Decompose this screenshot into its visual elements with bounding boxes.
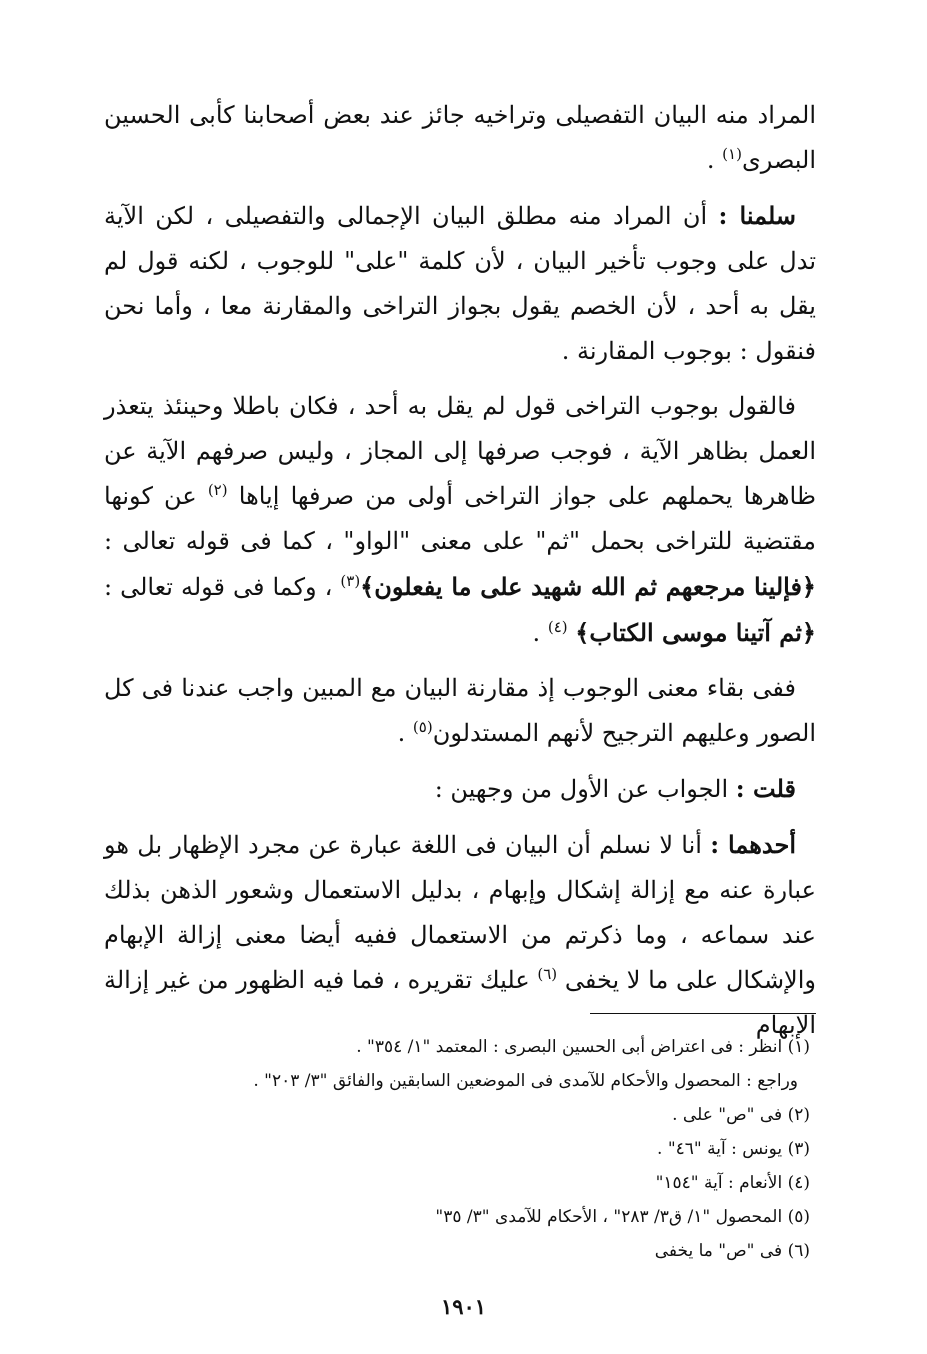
footnote-ref: (١) — [722, 145, 742, 163]
paragraph-text: ، وكما فى قوله تعالى : — [104, 573, 333, 601]
footnote-5: (٥) المحصول "١/ ق٣/ ٢٨٣" ، الأحكام للآمدى "٣/ ٣٥" — [435, 1207, 810, 1227]
footnote-3: (٣) يونس : آية "٤٦" . — [657, 1139, 810, 1159]
lead-word: سلمنا : — [718, 201, 796, 230]
paragraph-text: ففى بقاء معنى الوجوب إذ مقارنة البيان مع المبين واجب عندنا فى كل الصور وعليهم الترجيح لأنهم المستدلون — [104, 674, 816, 747]
footnote-2: (٢) فى "ص" على . — [672, 1105, 810, 1125]
lead-word: أحدهما : — [710, 830, 797, 859]
paragraph-tail: . — [532, 619, 541, 647]
footnotes — [120, 1030, 810, 1268]
footnote-1: (١) انظر : فى اعتراض أبى الحسين البصرى : المعتمد "١/ ٣٥٤" . — [356, 1037, 810, 1057]
paragraph-6 — [104, 822, 816, 1048]
paragraph-5 — [104, 766, 816, 812]
paragraph-4 — [104, 666, 816, 756]
footnote-ref: (٤) — [547, 618, 568, 636]
quran-verse: ﴿ثم آتينا موسى الكتاب﴾ — [575, 618, 816, 647]
paragraph-tail: . — [706, 146, 715, 174]
paragraph-text: فالقول بوجوب التراخى قول لم يقل به أحد ، فكان باطلا وحينئذ يتعذر العمل بظاهر الآية ، فوجب صرفها إلى المجاز ، وليس صرفهم الآية عن ظاهرها يحملهم على جواز التراخى أولى من صرفها إياها — [104, 392, 816, 510]
paragraph-tail: . — [397, 719, 406, 747]
footnote-ref: (٢) — [207, 481, 228, 499]
paragraph-3 — [104, 384, 816, 656]
paragraph-text: عليك تقريره ، فما فيه الظهور من غير إزالة الإبهام — [104, 966, 816, 1039]
main-text — [104, 93, 816, 1058]
paragraph-1 — [104, 93, 816, 183]
paragraph-text: أن المراد منه مطلق البيان الإجمالى والتفصيلى ، لكن الآية تدل على وجوب تأخير البيان ، لأن كلمة "على" للوجوب ، لكنه قول لم يقل به أحد ، لأن الخصم يقول بجواز التراخى والمقارنة معا ، وأما نحن فنقول : بوجوب المقارنة . — [104, 202, 816, 365]
footnote-4: (٤) الأنعام : آية "١٥٤" — [655, 1173, 810, 1193]
lead-word: قلت : — [735, 774, 796, 803]
paragraph-text: عن كونها مقتضية للتراخى بحمل "ثم" على معنى "الواو" ، كما فى قوله تعالى : — [104, 482, 816, 555]
footnote-divider — [590, 1013, 816, 1014]
footnote-6: (٦) فى "ص" ما يخفى — [654, 1241, 810, 1261]
paragraph-2 — [104, 193, 816, 374]
footnote-1-continuation: وراجع : المحصول والأحكام للآمدى فى الموضعين السابقين والفائق "٣/ ٢٠٣" . — [253, 1071, 798, 1091]
quran-verse: ﴿فإلينا مرجعهم ثم الله شهيد على ما يفعلون﴾ — [360, 572, 816, 601]
paragraph-text: المراد منه البيان التفصيلى وتراخيه جائز عند بعض أصحابنا كأبى الحسين البصرى — [104, 101, 816, 174]
footnote-ref: (٣) — [340, 572, 361, 590]
paragraph-text: الجواب عن الأول من وجهين : — [434, 775, 729, 803]
page-number: ١٩٠١ — [440, 1294, 487, 1319]
paragraph-text: أنا لا نسلم أن البيان فى اللغة عبارة عن مجرد الإظهار بل هو عبارة عنه مع إزالة إشكال وإبهام ، بدليل الاستعمال وشعور الذهن بذلك عند سماعه ، وما ذكرتم من الاستعمال ففيه أيضا معنى إزالة الإبهام والإشكال على ما لا يخفى — [104, 831, 817, 994]
footnote-ref: (٥) — [412, 718, 433, 736]
footnote-ref: (٦) — [537, 965, 558, 983]
